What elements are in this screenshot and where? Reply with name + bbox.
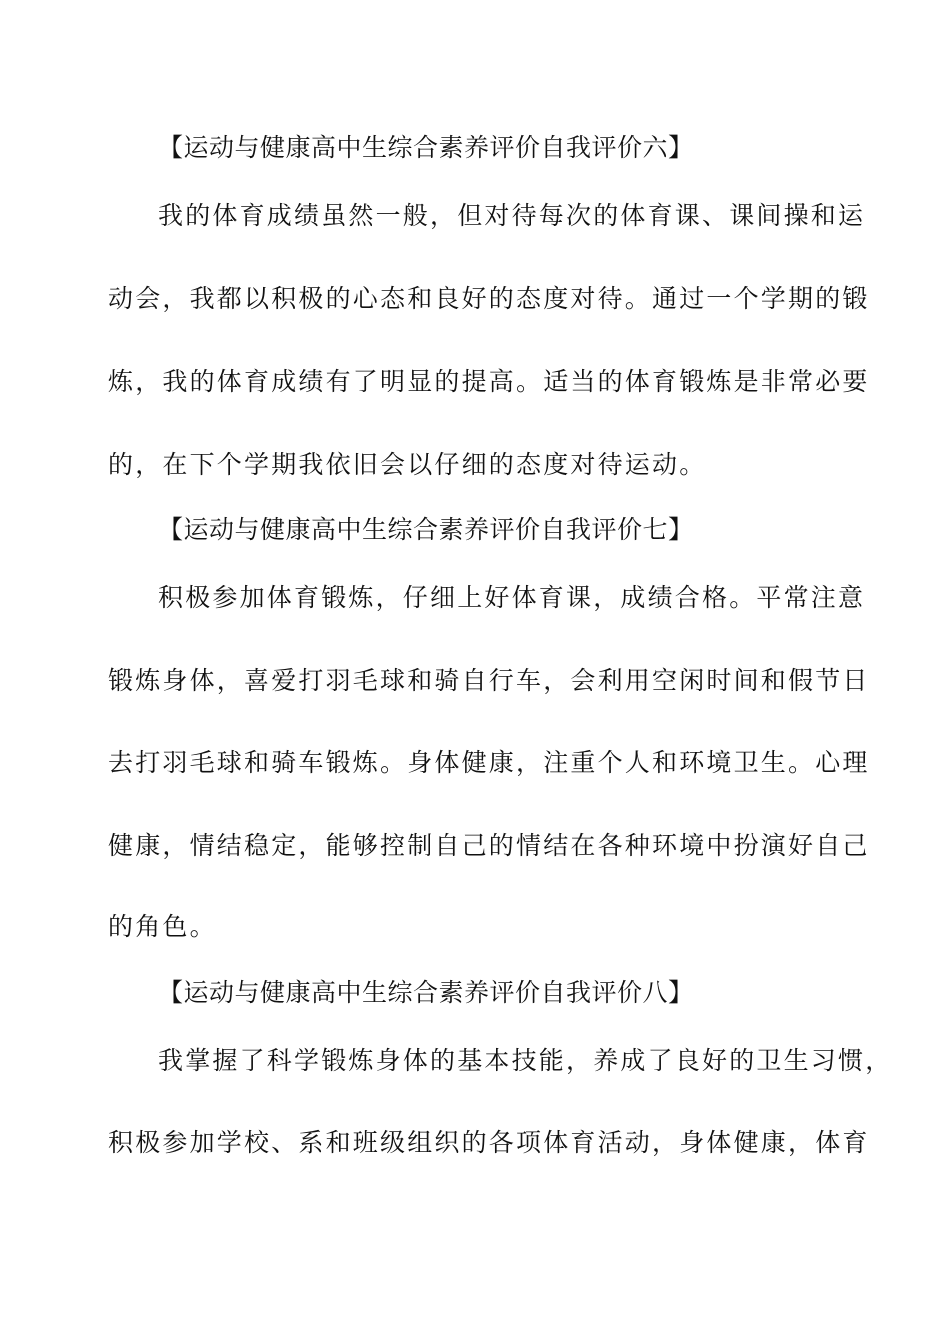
paragraph-line: 炼，我的体育成绩有了明显的提高。适当的体育锻炼是非常必要 [108, 367, 870, 396]
section-heading-6: 【运动与健康高中生综合素养评价自我评价六】 [158, 133, 694, 162]
section-heading-8: 【运动与健康高中生综合素养评价自我评价八】 [158, 978, 694, 1007]
paragraph-line: 我的体育成绩虽然一般，但对待每次的体育课、课间操和运 [158, 201, 866, 230]
paragraph-line: 积极参加体育锻炼，仔细上好体育课，成绩合格。平常注意 [158, 583, 866, 612]
paragraph-line: 去打羽毛球和骑车锻炼。身体健康，注重个人和环境卫生。心理 [108, 748, 870, 777]
section-heading-7: 【运动与健康高中生综合素养评价自我评价七】 [158, 515, 694, 544]
paragraph-line: 锻炼身体，喜爱打羽毛球和骑自行车，会利用空闲时间和假节日 [108, 666, 870, 695]
paragraph-line: 的，在下个学期我依旧会以仔细的态度对待运动。 [108, 450, 707, 479]
paragraph-line: 我掌握了科学锻炼身体的基本技能，养成了良好的卫生习惯， [158, 1046, 893, 1075]
paragraph-line: 健康，情结稳定，能够控制自己的情结在各种环境中扮演好自己 [108, 831, 870, 860]
paragraph-line: 的角色。 [108, 912, 217, 941]
paragraph-line: 积极参加学校、系和班级组织的各项体育活动，身体健康，体育 [108, 1128, 870, 1157]
paragraph-line: 动会，我都以积极的心态和良好的态度对待。通过一个学期的锻 [108, 284, 870, 313]
